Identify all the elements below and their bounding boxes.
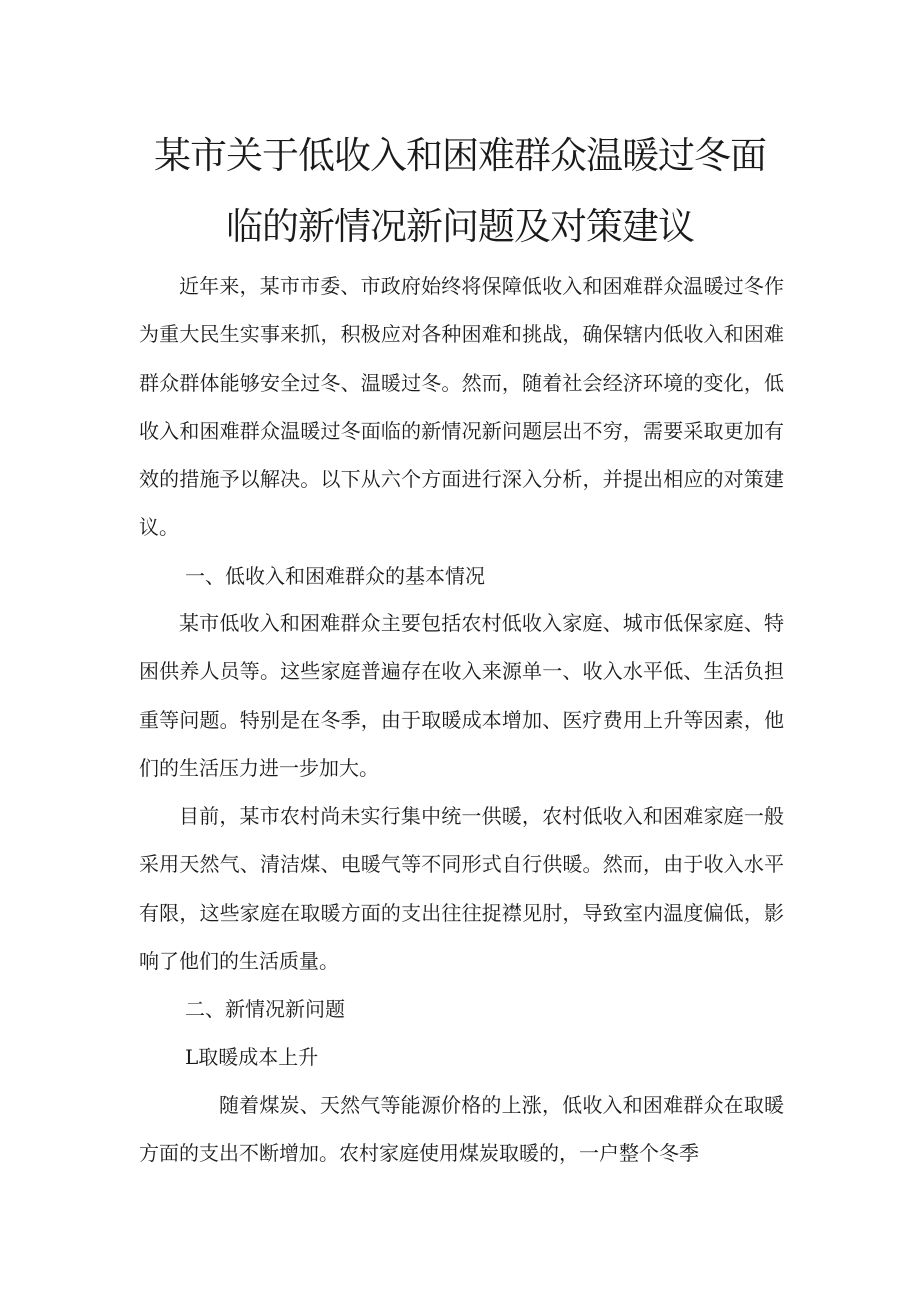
subsection-1-paragraph: 随着煤炭、天然气等能源价格的上涨，低收入和困难群众在取暖方面的支出不断增加。农村家庭使用煤炭取暖的，一户整个冬季 bbox=[139, 1093, 784, 1166]
section-1-paragraph-2: 目前，某市农村尚未实行集中统一供暖，农村低收入和困难家庭一般采用天然气、清洁煤、电暖气等不同形式自行供暖。然而，由于收入水平有限，这些家庭在取暖方面的支出往往捉襟见肘，导致室内温度偏低，影响了他们的生活质量。 bbox=[139, 804, 784, 973]
section-2-heading: 二、新情况新问题 bbox=[185, 997, 345, 1021]
document-title-line-1: 某市关于低收入和困难群众温暖过冬面 bbox=[154, 134, 766, 177]
document-title-line-2: 临的新情况新问题及对策建议 bbox=[226, 205, 694, 248]
subsection-1-heading: L取暖成本上升 bbox=[185, 1045, 319, 1069]
section-1-paragraph-1: 某市低收入和困难群众主要包括农村低收入家庭、城市低保家庭、特困供养人员等。这些家庭普遍存在收入来源单一、收入水平低、生活负担重等问题。特别是在冬季，由于取暖成本增加、医疗费用上升等因素，他们的生活压力进一步加大。 bbox=[139, 611, 784, 780]
section-1-heading: 一、低收入和困难群众的基本情况 bbox=[185, 564, 485, 588]
intro-paragraph: 近年来，某市市委、市政府始终将保障低收入和困难群众温暖过冬作为重大民生实事来抓，积极应对各种困难和挑战，确保辖内低收入和困难群众群体能够安全过冬、温暖过冬。然而，随着社会经济环境的变化，低收入和困难群众温暖过冬面临的新情况新问题层出不穷，需要采取更加有效的措施予以解决。以下从六个方面进行深入分析，并提出相应的对策建议。 bbox=[139, 274, 784, 540]
